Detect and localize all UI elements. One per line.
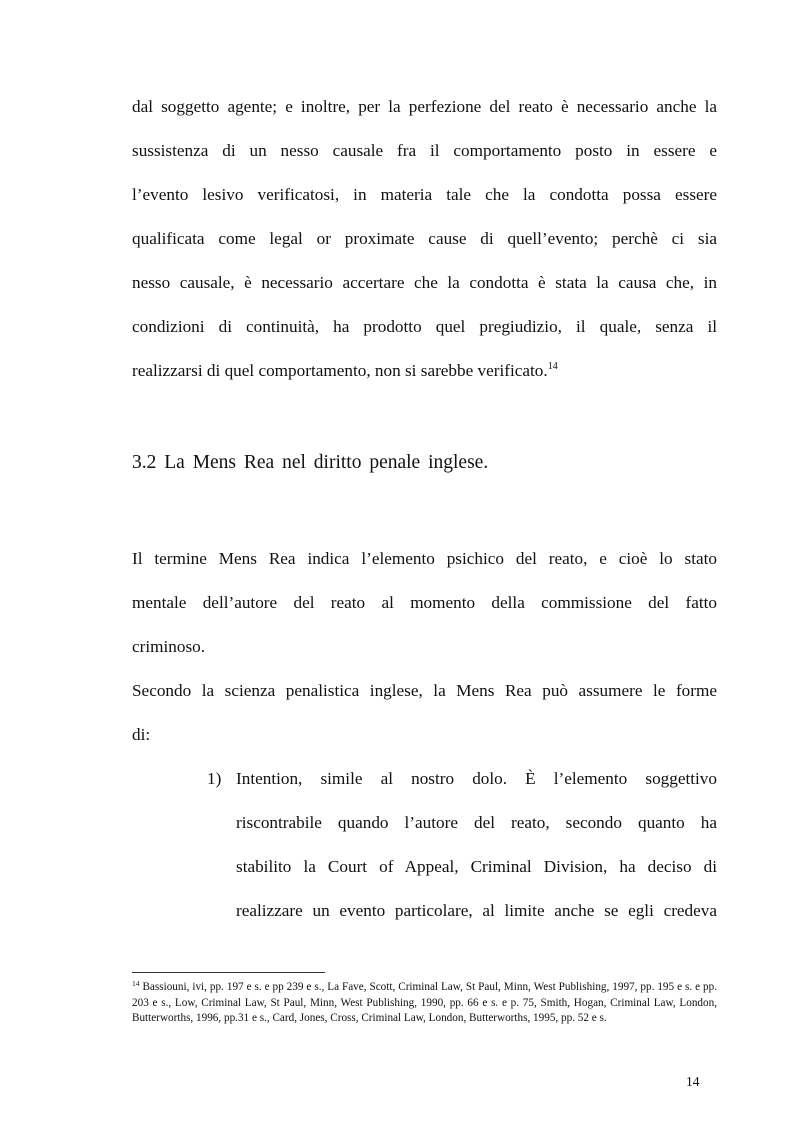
section-heading: 3.2 La Mens Rea nel diritto penale inglese. <box>132 452 489 473</box>
body-line-text: realizzarsi di quel comportamento, non si sarebbe verificato. <box>132 361 548 380</box>
list-item-line: stabilito la Court of Appeal, Criminal Division, ha deciso di <box>236 857 717 876</box>
body-line: dal soggetto agente; e inoltre, per la perfezione del reato è necessario anche la <box>132 97 717 116</box>
body-line: Secondo la scienza penalistica inglese, la Mens Rea può assumere le forme <box>132 681 717 700</box>
list-item-line: Intention, simile al nostro dolo. È l’elemento soggettivo <box>236 769 717 788</box>
body-line: sussistenza di un nesso causale fra il comportamento posto in essere e <box>132 141 717 160</box>
footnote <box>132 980 717 1027</box>
footnote-number: 14 <box>132 979 140 988</box>
body-line: Il termine Mens Rea indica l’elemento psichico del reato, e cioè lo stato <box>132 549 717 568</box>
body-line: nesso causale, è necessario accertare che la condotta è stata la causa che, in <box>132 273 717 292</box>
footnote-separator <box>132 972 325 973</box>
body-line: di: <box>132 725 151 744</box>
body-line: qualificata come legal or proximate cause di quell’evento; perchè ci sia <box>132 229 717 248</box>
footnote-text: Bassiouni, ivi, pp. 197 e s. e pp 239 e s., La Fave, Scott, Criminal Law, St Paul, Minn, West Publishing, 1997, pp. 195 e s. e pp. 203 e s., Low, Criminal Law, St Paul, Minn, West Publishing, 1990, pp. 66 e s. e p. 75, Smith, Hogan, Criminal Law, London, Butterworths, 1996, pp.31 e s., Card, Jones, Cross, Criminal Law, London, Butterworths, 1995, pp. 52 e s. <box>132 981 718 1025</box>
body-line: condizioni di continuità, ha prodotto quel pregiudizio, il quale, senza il <box>132 317 717 336</box>
body-line: criminoso. <box>132 637 206 656</box>
body-line: l’evento lesivo verificatosi, in materia tale che la condotta possa essere <box>132 185 717 204</box>
body-line: mentale dell’autore del reato al momento della commissione del fatto <box>132 593 717 612</box>
list-item-line: riscontrabile quando l’autore del reato, secondo quanto ha <box>236 813 717 832</box>
list-item-number: 1) <box>207 769 222 788</box>
list-item-line: realizzare un evento particolare, al limite anche se egli credeva <box>236 901 717 920</box>
footnote-reference[interactable]: 14 <box>547 361 558 372</box>
body-line-last <box>132 361 558 381</box>
page-number: 14 <box>686 1074 700 1089</box>
